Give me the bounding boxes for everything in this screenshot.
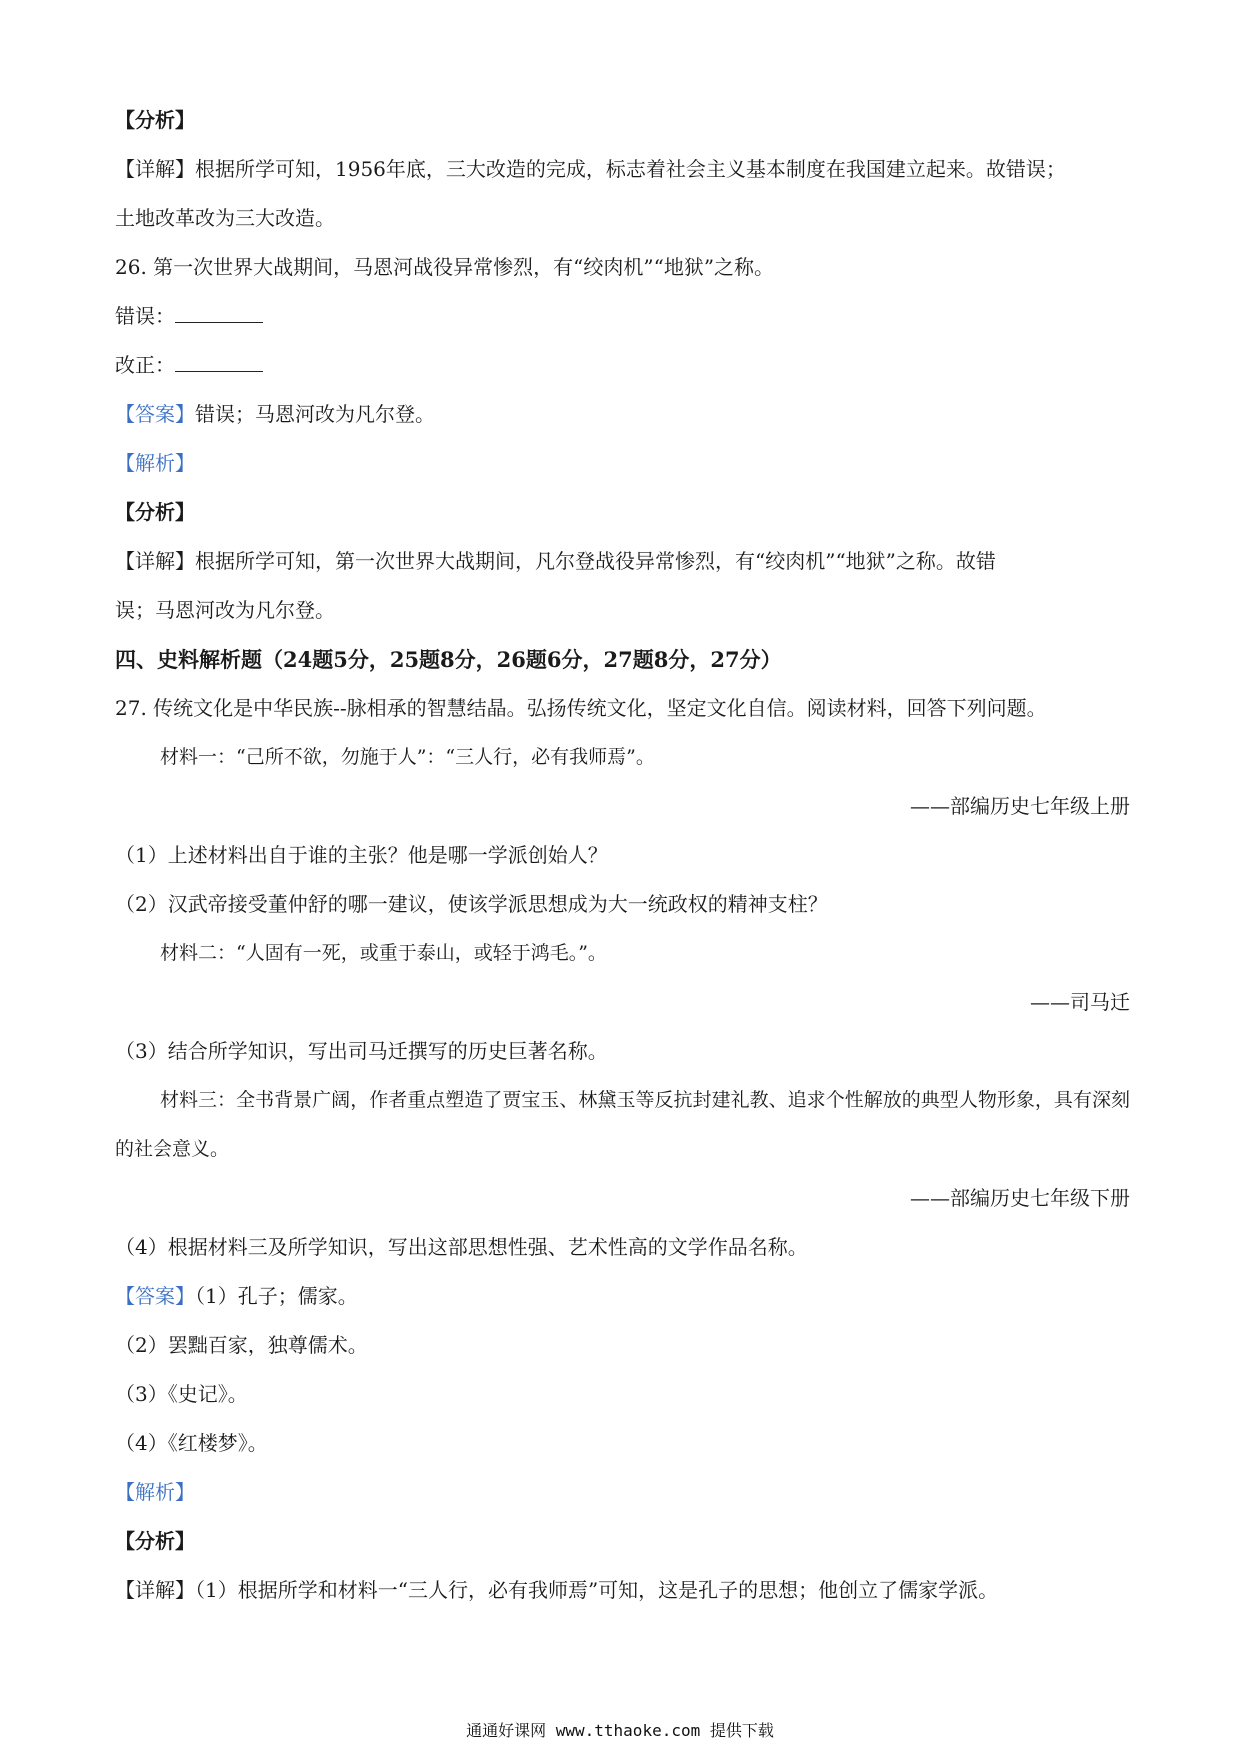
question-26: 26. 第一次世界大战期间，马恩河战役异常惨烈，有“绞肉机”“地狱”之称。 (115, 255, 775, 279)
error-answer-row (115, 292, 1130, 341)
answer-text: 错误；马恩河改为凡尔登。 (195, 402, 435, 426)
answer-line: （3）《史记》。 (115, 1382, 248, 1406)
material-2: 材料二：“人固有一死，或重于泰山，或轻于鸿毛。”。 (160, 942, 607, 964)
material-source: ——司马迁 (1030, 990, 1130, 1014)
question-27: 27. 传统文化是中华民族--脉相承的智慧结晶。弘扬传统文化，坚定文化自信。阅读材料，回答下列问题。 (115, 696, 1047, 720)
explanation-line: 误；马恩河改为凡尔登。 (115, 598, 335, 622)
material-source: ——部编历史七年级下册 (910, 1186, 1130, 1210)
correction-answer-row (115, 341, 1130, 390)
answer-line: （2）罢黜百家，独尊儒术。 (115, 1333, 368, 1357)
material-source: ——部编历史七年级上册 (910, 794, 1130, 818)
page-footer: 通通好课网 www.tthaoke.com 提供下载 (466, 1721, 774, 1740)
parse-tag: 【解析】 (115, 451, 195, 475)
page-content (115, 96, 1130, 1615)
answer-text: （1）孔子；儒家。 (195, 1284, 358, 1308)
analysis-heading: 【分析】 (115, 1529, 195, 1553)
sub-question: （4）根据材料三及所学知识，写出这部思想性强、艺术性高的文学作品名称。 (115, 1235, 808, 1259)
error-label: 错误： (115, 304, 175, 328)
explanation-line: 【详解】根据所学可知，1956年底，三大改造的完成，标志着社会主义基本制度在我国建立起来。故错误； (115, 157, 1066, 181)
explanation-line: 【详解】根据所学可知，第一次世界大战期间，凡尔登战役异常惨烈，有“绞肉机”“地狱”之称。故错 (115, 549, 996, 573)
material-3: 材料三：全书背景广阔，作者重点塑造了贾宝玉、林黛玉等反抗封建礼教、追求个性解放的典型人物形象，具有深刻的社会意义。 (115, 1089, 1130, 1160)
answer-line: （4）《红楼梦》。 (115, 1431, 268, 1455)
section-heading: 四、史料解析题（24题5分，25题8分，26题6分，27题8分，27分） (115, 647, 782, 672)
answer-27 (115, 1272, 1130, 1321)
error-blank (175, 306, 263, 323)
explanation-line: 【详解】（1）根据所学和材料一“三人行，必有我师焉”可知，这是孔子的思想；他创立了儒家学派。 (115, 1578, 999, 1602)
sub-question: （2）汉武帝接受董仲舒的哪一建议，使该学派思想成为大一统政权的精神支柱？ (115, 892, 828, 916)
correction-label: 改正： (115, 353, 175, 377)
explanation-line: 土地改革改为三大改造。 (115, 206, 335, 230)
answer-tag: 【答案】 (115, 402, 195, 426)
answer-26 (115, 390, 1130, 439)
parse-tag: 【解析】 (115, 1480, 195, 1504)
correction-blank (175, 355, 263, 372)
material-1: 材料一：“己所不欲，勿施于人”：“三人行，必有我师焉”。 (160, 746, 655, 768)
answer-tag: 【答案】 (115, 1284, 195, 1308)
analysis-heading: 【分析】 (115, 108, 195, 132)
analysis-heading: 【分析】 (115, 500, 195, 524)
sub-question: （3）结合所学知识，写出司马迁撰写的历史巨著名称。 (115, 1039, 608, 1063)
sub-question: （1）上述材料出自于谁的主张？他是哪一学派创始人？ (115, 843, 608, 867)
